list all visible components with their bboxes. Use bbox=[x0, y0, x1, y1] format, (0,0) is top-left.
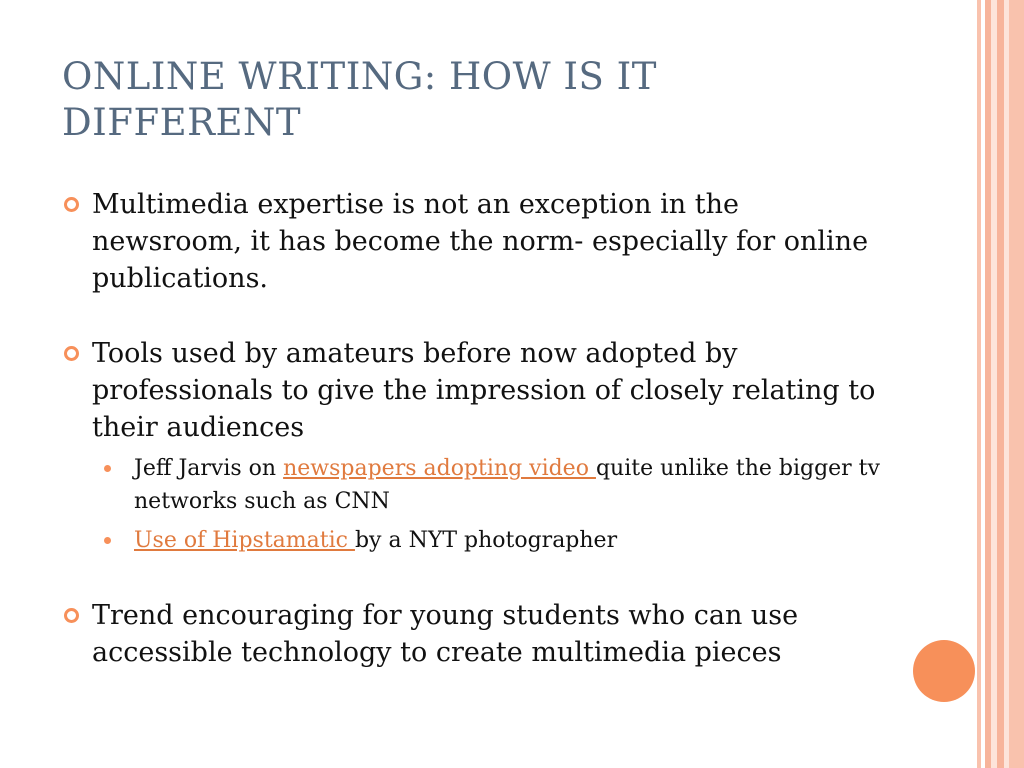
decor-stripe bbox=[1009, 0, 1024, 768]
bullet-text: Tools used by amateurs before now adopted by professionals to give the impression of closely relating to their audiences bbox=[92, 338, 876, 443]
sub-bullet-item-2 bbox=[62, 524, 882, 557]
sub-bullet-after: quite unlike the bigger tv networks such as CNN bbox=[134, 456, 880, 514]
bullet-item-2 bbox=[62, 335, 882, 446]
bullet-list bbox=[62, 186, 882, 671]
bullet-ring-icon bbox=[64, 608, 79, 623]
sub-bullet-item-1 bbox=[62, 452, 882, 518]
link-newspapers-adopting-video[interactable]: newspapers adopting video bbox=[283, 456, 596, 481]
bullet-text: Multimedia expertise is not an exception in the newsroom, it has become the norm- especially for online publications. bbox=[92, 189, 869, 294]
bullet-item-3 bbox=[62, 597, 882, 671]
bullet-ring-icon bbox=[64, 346, 79, 361]
slide-title: ONLINE WRITING: HOW IS IT DIFFERENT bbox=[62, 55, 657, 144]
bullet-dot-icon bbox=[104, 537, 111, 544]
decor-stripe bbox=[997, 0, 1004, 768]
bullet-text: Trend encouraging for young students who can use accessible technology to create multimedia pieces bbox=[92, 600, 799, 668]
bullet-item-1 bbox=[62, 186, 882, 297]
link-use-of-hipstamatic[interactable]: Use of Hipstamatic bbox=[134, 528, 355, 553]
bullet-ring-icon bbox=[64, 197, 79, 212]
decor-circle bbox=[913, 640, 975, 702]
sub-bullet-before: Jeff Jarvis on bbox=[134, 456, 284, 481]
sub-bullet-after: by a NYT photographer bbox=[354, 528, 618, 553]
bullet-dot-icon bbox=[104, 465, 111, 472]
